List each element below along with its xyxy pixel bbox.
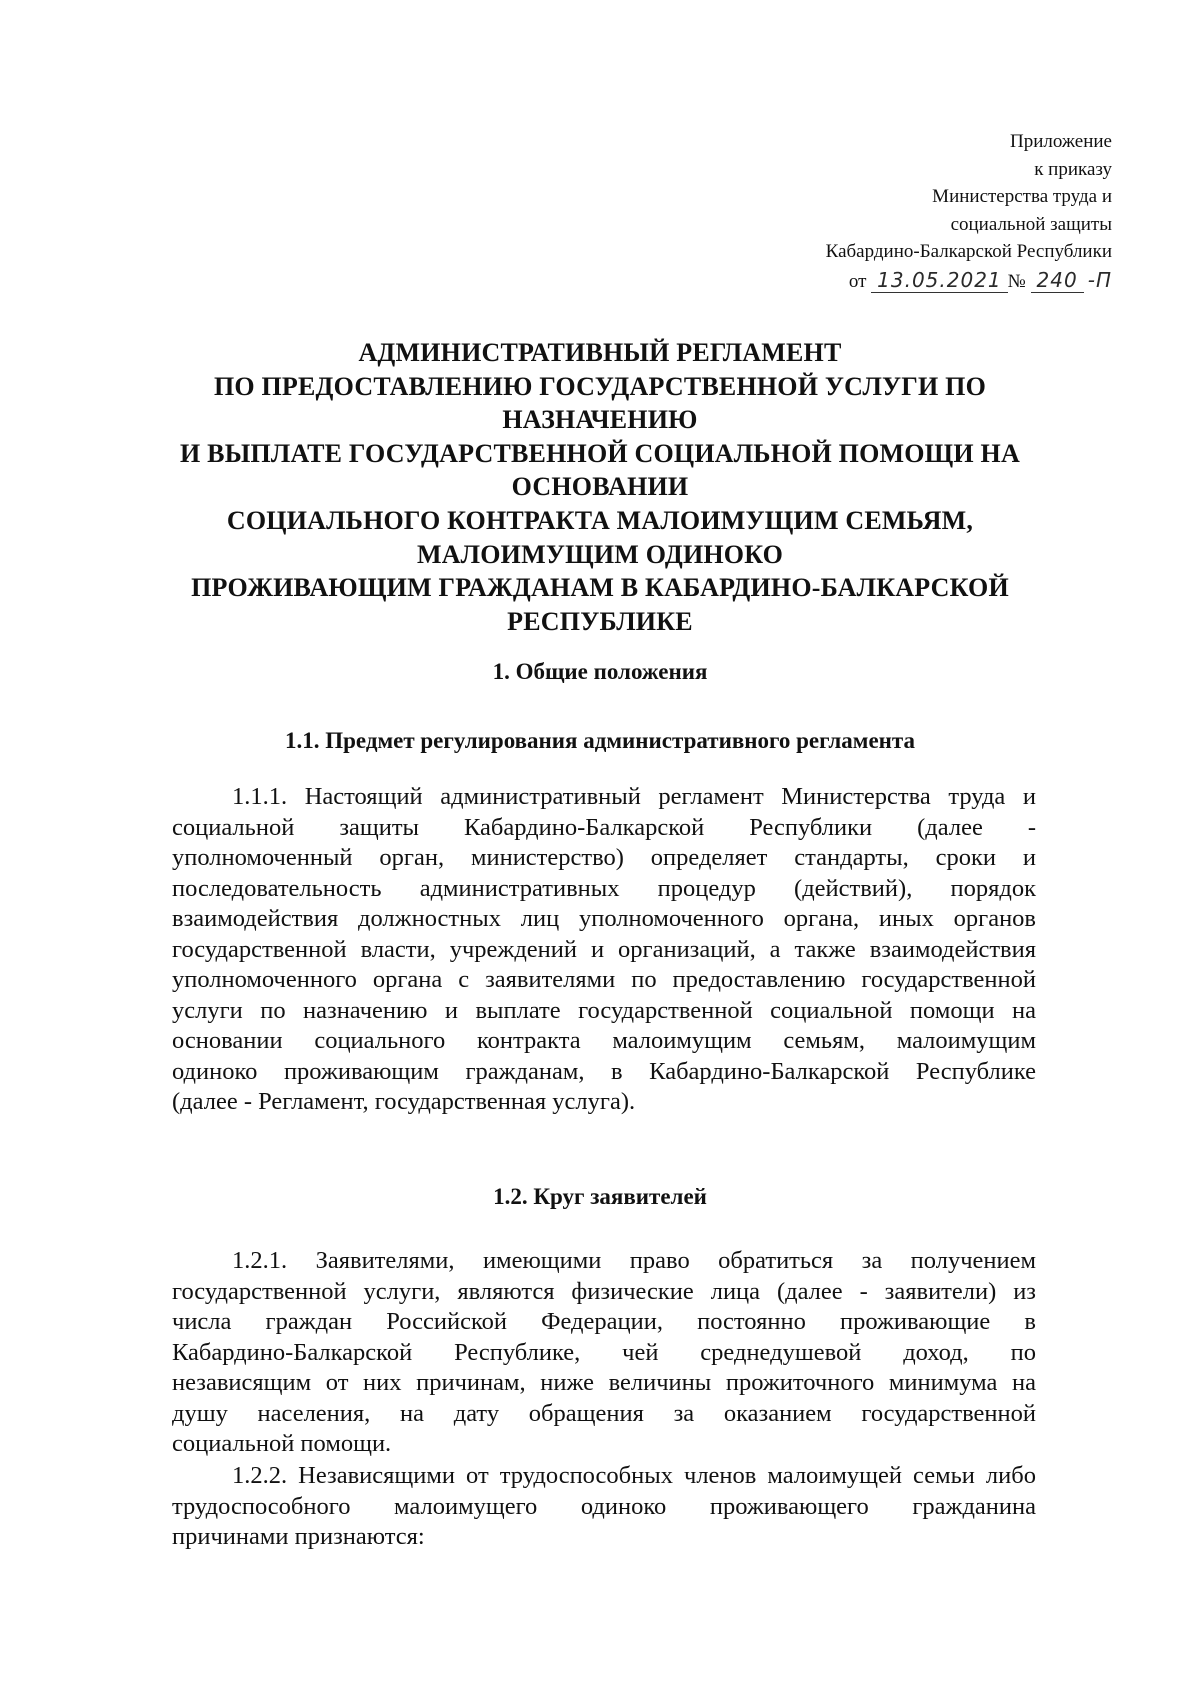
appendix-line: Министерства труда и xyxy=(932,186,1112,207)
paragraph-line: социальной помощи. xyxy=(172,1430,392,1457)
paragraph-line: трудоспособного малоимущего одиноко проживающего гражданина xyxy=(172,1492,1036,1520)
paragraph-line: взаимодействия должностных лиц уполномоченного органа, иных органов xyxy=(172,905,1036,932)
paragraph-line: независящим от них причинам, ниже величины прожиточного минимума на xyxy=(172,1369,1036,1396)
date-prefix: от xyxy=(848,270,867,292)
paragraph-line: услуги по назначению и выплате государственной социальной помощи на xyxy=(172,996,1036,1024)
document-title xyxy=(150,336,1050,638)
paragraph-1-2-1 xyxy=(172,1246,1036,1460)
number-sign: № xyxy=(1007,270,1026,292)
paragraph-line: 1.1.1. Настоящий административный регламент Министерства труда и xyxy=(232,783,1036,810)
title-line: ПО ПРЕДОСТАВЛЕНИЮ ГОСУДАРСТВЕННОЙ УСЛУГИ ПО xyxy=(213,371,987,401)
appendix-line: Приложение xyxy=(1010,131,1112,152)
appendix-line: Кабардино-Балкарской Республики xyxy=(825,241,1112,262)
paragraph-line: государственной власти, учреждений и организаций, а также взаимодействия xyxy=(172,935,1036,963)
paragraph-line: уполномоченный орган, министерство) определяет стандарты, сроки и xyxy=(172,844,1036,871)
title-line: СОЦИАЛЬНОГО КОНТРАКТА МАЛОИМУЩИМ СЕМЬЯМ, xyxy=(226,505,974,535)
section-heading-applicants: 1.2. Круг заявителей xyxy=(493,1184,707,1209)
title-line: РЕСПУБЛИКЕ xyxy=(507,606,693,636)
paragraph-line: последовательность административных процедур (действий), порядок xyxy=(172,874,1036,902)
paragraph-line: числа граждан Российской Федерации, постоянно проживающие в xyxy=(172,1308,1036,1335)
paragraph-line: душу населения, на дату обращения за оказанием государственной xyxy=(172,1399,1036,1427)
paragraph-line: основании социального контракта малоимущим семьям, малоимущим xyxy=(172,1027,1036,1054)
section-heading-subject: 1.1. Предмет регулирования административного регламента xyxy=(284,728,916,753)
paragraph-line: 1.2.1. Заявителями, имеющими право обратиться за получением xyxy=(232,1247,1036,1274)
title-line: МАЛОИМУЩИМ ОДИНОКО xyxy=(416,539,784,569)
title-line: НАЗНАЧЕНИЮ xyxy=(502,405,698,435)
paragraph-1-1-1 xyxy=(172,782,1036,1118)
paragraph-1-2-2 xyxy=(172,1461,1036,1553)
appendix-header xyxy=(692,128,1112,295)
title-line: И ВЫПЛАТЕ ГОСУДАРСТВЕННОЙ СОЦИАЛЬНОЙ ПОМОЩИ НА xyxy=(180,438,1020,468)
paragraph-line: 1.2.2. Независящими от трудоспособных членов малоимущей семьи либо xyxy=(232,1462,1036,1489)
paragraph-line: Кабардино-Балкарской Республике, чей среднедушевой доход, по xyxy=(172,1338,1036,1366)
handwritten-number-suffix: -П xyxy=(1087,267,1112,292)
order-date-number-line xyxy=(692,267,1112,296)
paragraph-line: одиноко проживающим гражданам, в Кабардино-Балкарской Республике xyxy=(172,1057,1036,1085)
section-heading-general: 1. Общие положения xyxy=(492,659,708,684)
handwritten-number: 240 xyxy=(1031,268,1084,293)
title-line: ПРОЖИВАЮЩИМ ГРАЖДАНАМ В КАБАРДИНО-БАЛКАРСКОЙ xyxy=(191,573,1009,603)
paragraph-line: причинами признаются: xyxy=(172,1523,425,1550)
paragraph-line: государственной услуги, являются физические лица (далее - заявители) из xyxy=(172,1277,1036,1305)
paragraph-line: социальной защиты Кабардино-Балкарской Республики (далее - xyxy=(172,813,1036,841)
handwritten-date: 13.05.2021 xyxy=(871,268,1008,293)
paragraph-line: уполномоченного органа с заявителями по предоставлению государственной xyxy=(172,966,1036,993)
appendix-line: социальной защиты xyxy=(950,213,1112,235)
title-line: АДМИНИСТРАТИВНЫЙ РЕГЛАМЕНТ xyxy=(358,338,842,367)
paragraph-line: (далее - Регламент, государственная услуга). xyxy=(172,1088,636,1115)
title-line: ОСНОВАНИИ xyxy=(511,472,689,502)
appendix-line: к приказу xyxy=(1034,158,1112,180)
